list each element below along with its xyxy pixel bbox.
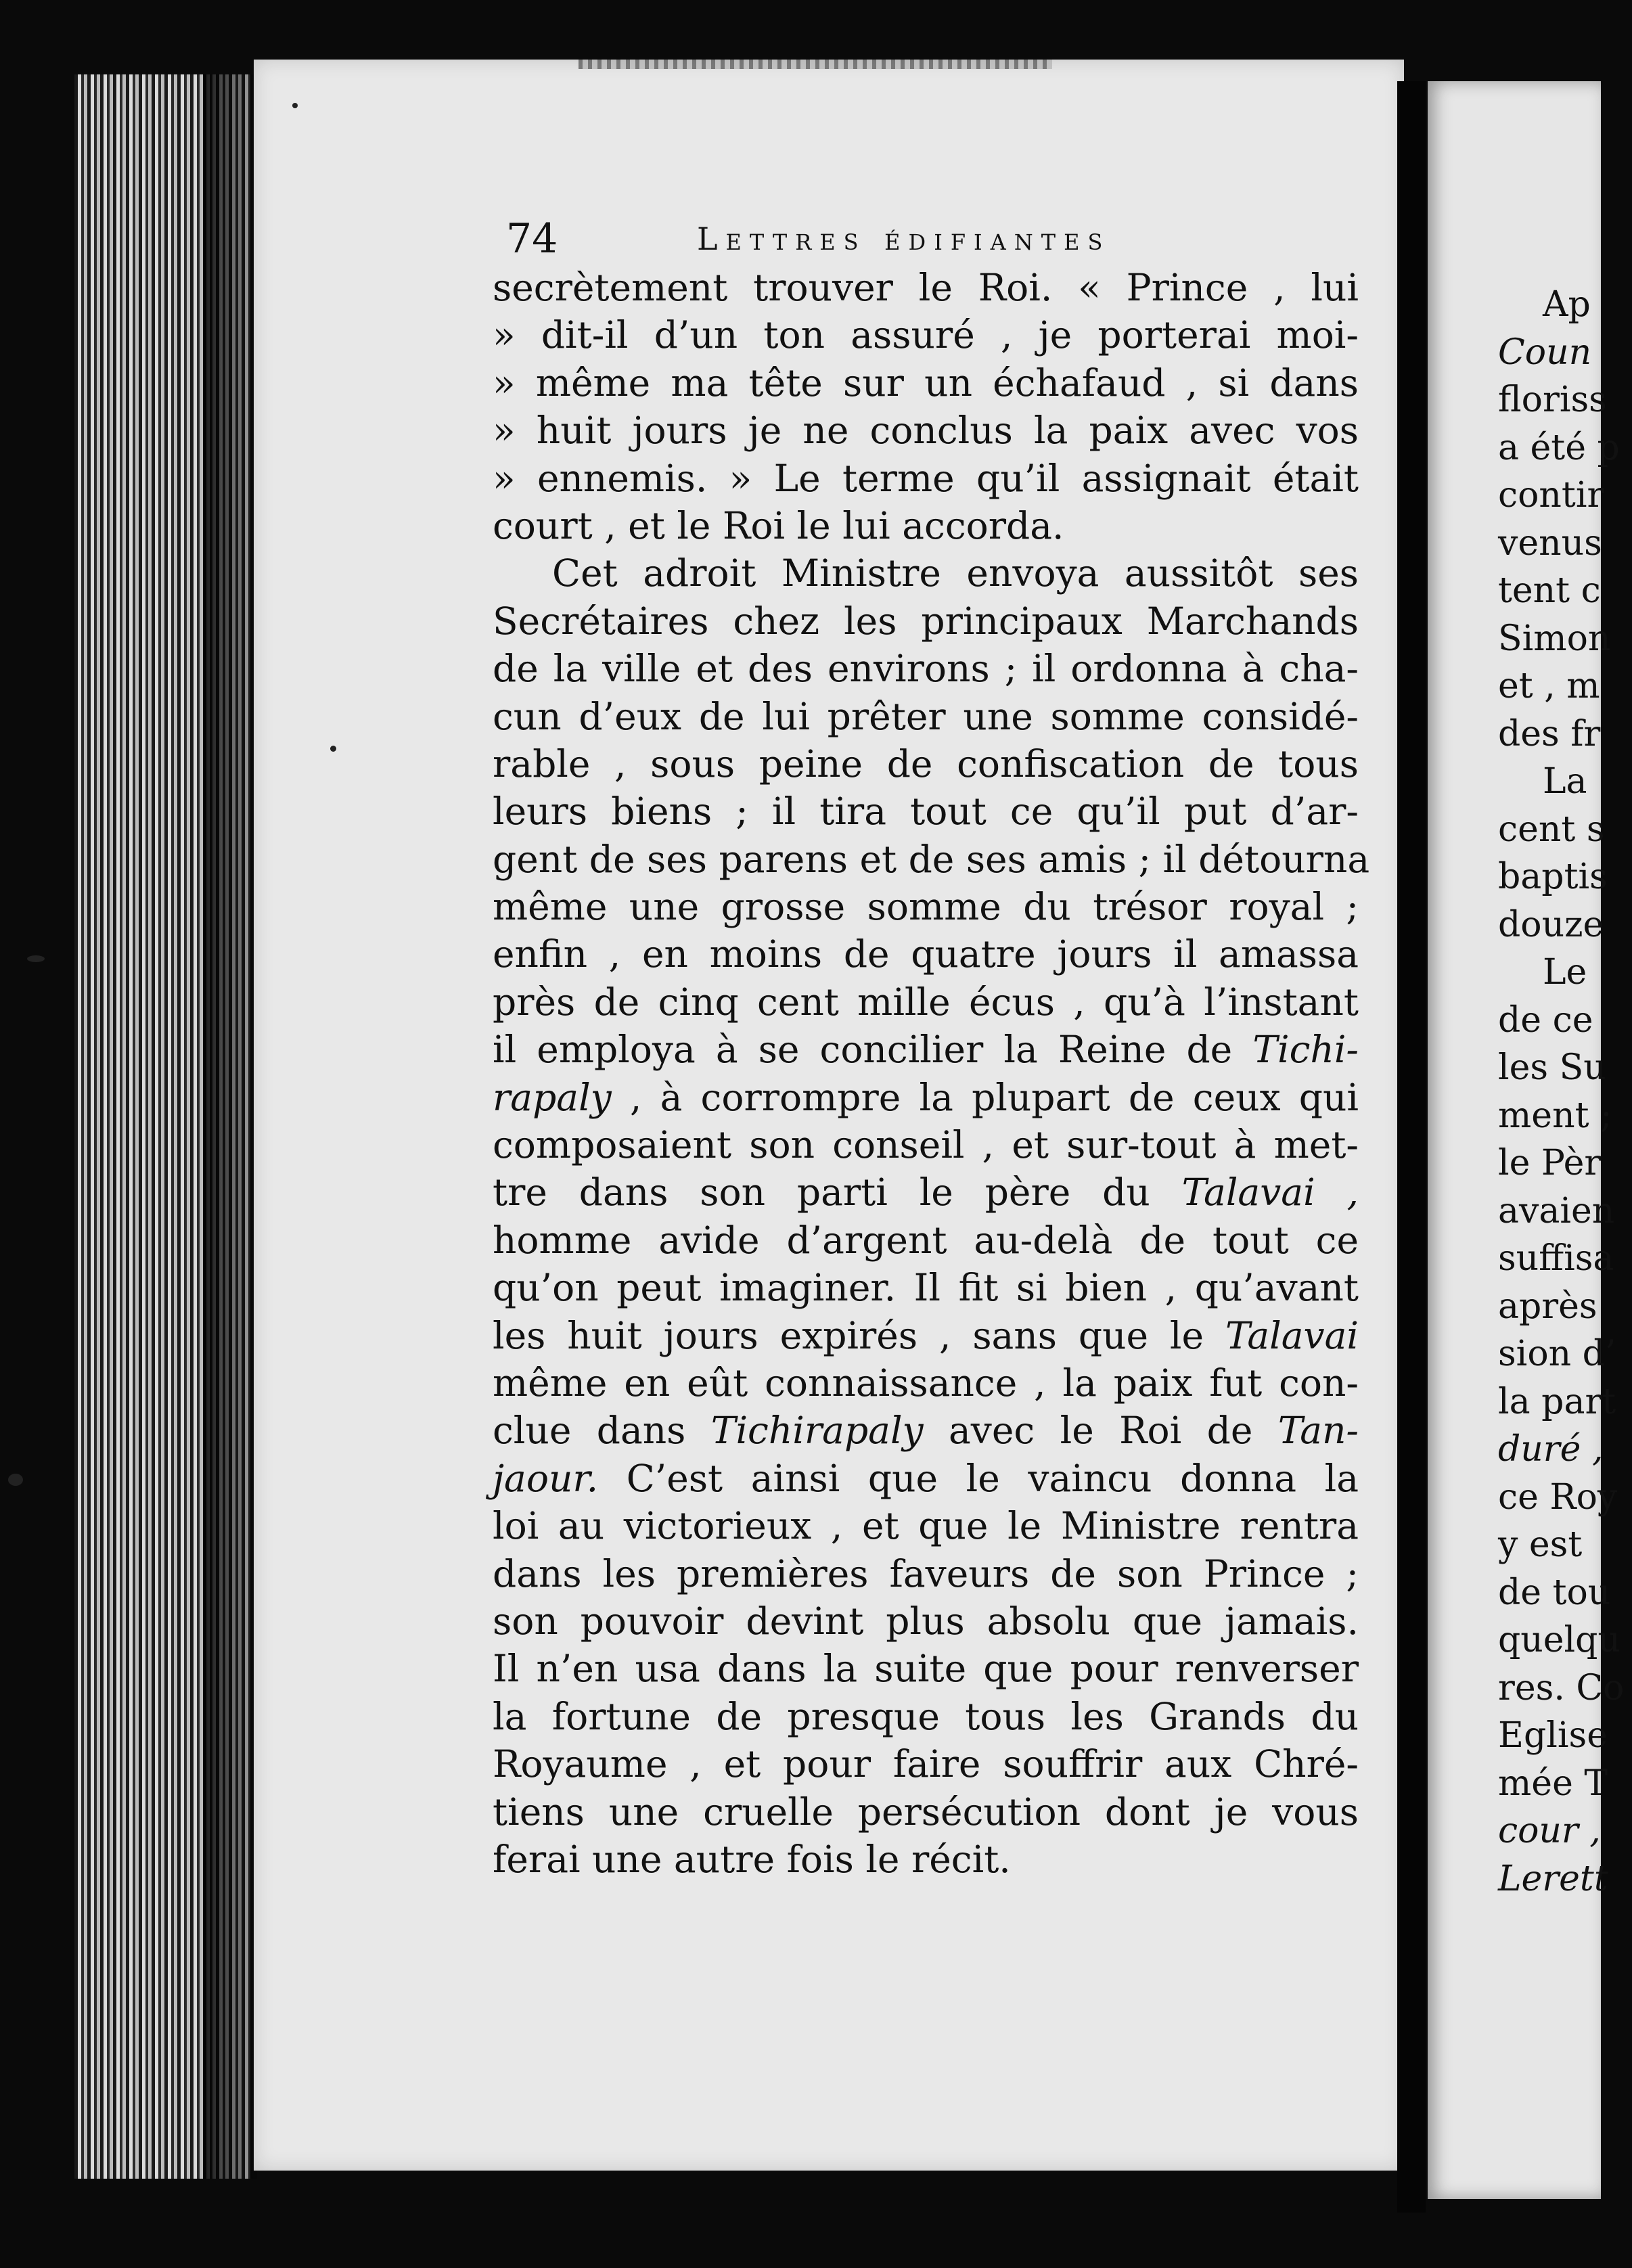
text-line: court , et le Roi le lui accorda.	[493, 503, 1064, 547]
right-page-line: douze	[1498, 904, 1604, 945]
running-head	[506, 215, 1359, 263]
right-page-line: ce Roy	[1498, 1476, 1618, 1518]
right-page-line: après	[1498, 1286, 1597, 1327]
text-line: son pouvoir devint plus absolu que jamais.	[493, 1599, 1359, 1643]
right-page-line: La	[1543, 761, 1587, 802]
right-page-line: le Pèr	[1498, 1143, 1602, 1183]
right-page-line: duré ,	[1498, 1429, 1604, 1470]
text-line: gent de ses parens et de ses amis ; il détourna	[493, 837, 1370, 881]
text-line: » huit jours je ne conclus la paix avec vos	[493, 409, 1359, 453]
right-page-line: y est	[1498, 1524, 1583, 1565]
text-line: leurs biens ; il tira tout ce qu’il put d’ar-	[493, 790, 1359, 834]
scan-speck	[27, 955, 45, 962]
body-text	[493, 264, 1370, 1883]
text-line: » ennemis. » Le terme qu’il assignait était	[493, 456, 1359, 500]
right-page-line: des fr	[1498, 713, 1601, 754]
text-line: » même ma tête sur un échafaud , si dans	[493, 361, 1359, 405]
text-line: » dit-il d’un ton assuré , je porterai moi-	[493, 313, 1359, 357]
right-page-line: Eglise	[1498, 1715, 1608, 1756]
right-page-line: cent s	[1498, 809, 1605, 850]
right-page-line: tent c	[1498, 570, 1601, 611]
right-page-line: baptis	[1498, 857, 1608, 897]
scan-speck	[292, 103, 298, 108]
right-page-line: sion d’	[1498, 1334, 1616, 1374]
text-line: Secrétaires chez les principaux Marchands	[493, 599, 1359, 643]
right-page-line: suffisa	[1498, 1238, 1614, 1279]
text-line: Cet adroit Ministre envoya aussitôt ses	[552, 551, 1359, 595]
book-gutter	[1397, 81, 1426, 2213]
right-page-line: et , m	[1498, 666, 1600, 706]
right-page-line: de tou	[1498, 1572, 1611, 1613]
right-page-line: Ap	[1543, 284, 1591, 325]
text-line: loi au victorieux , et que le Ministre rentra	[493, 1504, 1359, 1548]
text-line: jaour. C’est ainsi que le vaincu donna la	[493, 1456, 1359, 1500]
text-line: rable , sous peine de confiscation de tous	[493, 742, 1359, 786]
text-line: tiens une cruelle persécution dont je vous	[493, 1790, 1359, 1834]
text-line: clue dans Tichirapaly avec le Roi de Tan-	[493, 1409, 1359, 1453]
right-page-line: contir	[1498, 475, 1604, 516]
right-page-line: quelqu	[1498, 1620, 1620, 1660]
text-line: il employa à se concilier la Reine de Tichi-	[493, 1028, 1359, 1072]
text-line: qu’on peut imaginer. Il fit si bien , qu’avant	[493, 1266, 1359, 1310]
text-line: Il n’en usa dans la suite que pour renverser	[493, 1647, 1359, 1691]
page-number: 74	[506, 215, 558, 263]
right-page-line: ment ;	[1498, 1095, 1612, 1136]
text-line: composaient son conseil , et sur-tout à met-	[493, 1123, 1359, 1167]
text-line: de la ville et des environs ; il ordonna à cha-	[493, 647, 1359, 691]
spine-shadow	[203, 74, 257, 2179]
text-line: près de cinq cent mille écus , qu’à l’instant	[493, 980, 1359, 1024]
right-page-line: venus	[1498, 522, 1602, 564]
text-line: même en eût connaissance , la paix fut con-	[493, 1361, 1359, 1405]
scan-speck	[8, 1474, 23, 1486]
text-line: cun d’eux de lui prêter une somme considé-	[493, 694, 1359, 738]
text-line: rapaly , à corrompre la plupart de ceux qui	[493, 1075, 1359, 1119]
right-page-line: Coun	[1498, 332, 1592, 373]
right-page-line: Simon	[1498, 618, 1611, 659]
right-page-line: avaien	[1498, 1190, 1615, 1231]
right-page-line: res. Co	[1498, 1667, 1625, 1708]
text-line: ferai une autre fois le récit.	[493, 1837, 1011, 1881]
running-head-title: Lettres édifiantes	[697, 221, 1111, 257]
text-line: tre dans son parti le père du Talavai ,	[493, 1171, 1359, 1215]
right-page-line: floriss	[1498, 380, 1607, 420]
scan-speck	[330, 746, 336, 752]
right-page-line: de ce	[1498, 999, 1593, 1041]
right-page-text-fragments	[1429, 281, 1632, 1903]
text-line: homme avide d’argent au-delà de tout ce	[493, 1218, 1359, 1262]
text-line: Royaume , et pour faire souffrir aux Chré-	[493, 1742, 1359, 1786]
text-line: secrètement trouver le Roi. « Prince , lui	[493, 266, 1359, 309]
right-page-line: Le	[1543, 952, 1587, 993]
right-page-line: les Su	[1498, 1047, 1606, 1088]
text-line: enfin , en moins de quatre jours il amassa	[493, 932, 1359, 976]
right-page-line: a été p	[1498, 427, 1620, 468]
text-line: la fortune de presque tous les Grands du	[493, 1694, 1359, 1738]
text-line: les huit jours expirés , sans que le Talavai	[493, 1313, 1359, 1357]
text-line: dans les premières faveurs de son Prince ;	[493, 1551, 1359, 1595]
right-page-line: la part	[1498, 1381, 1616, 1422]
right-page-line: mée T	[1498, 1763, 1608, 1804]
right-page-line: Lerett	[1498, 1858, 1608, 1899]
right-page-line: cour ,	[1498, 1811, 1601, 1851]
text-line: même une grosse somme du trésor royal ;	[493, 885, 1359, 929]
